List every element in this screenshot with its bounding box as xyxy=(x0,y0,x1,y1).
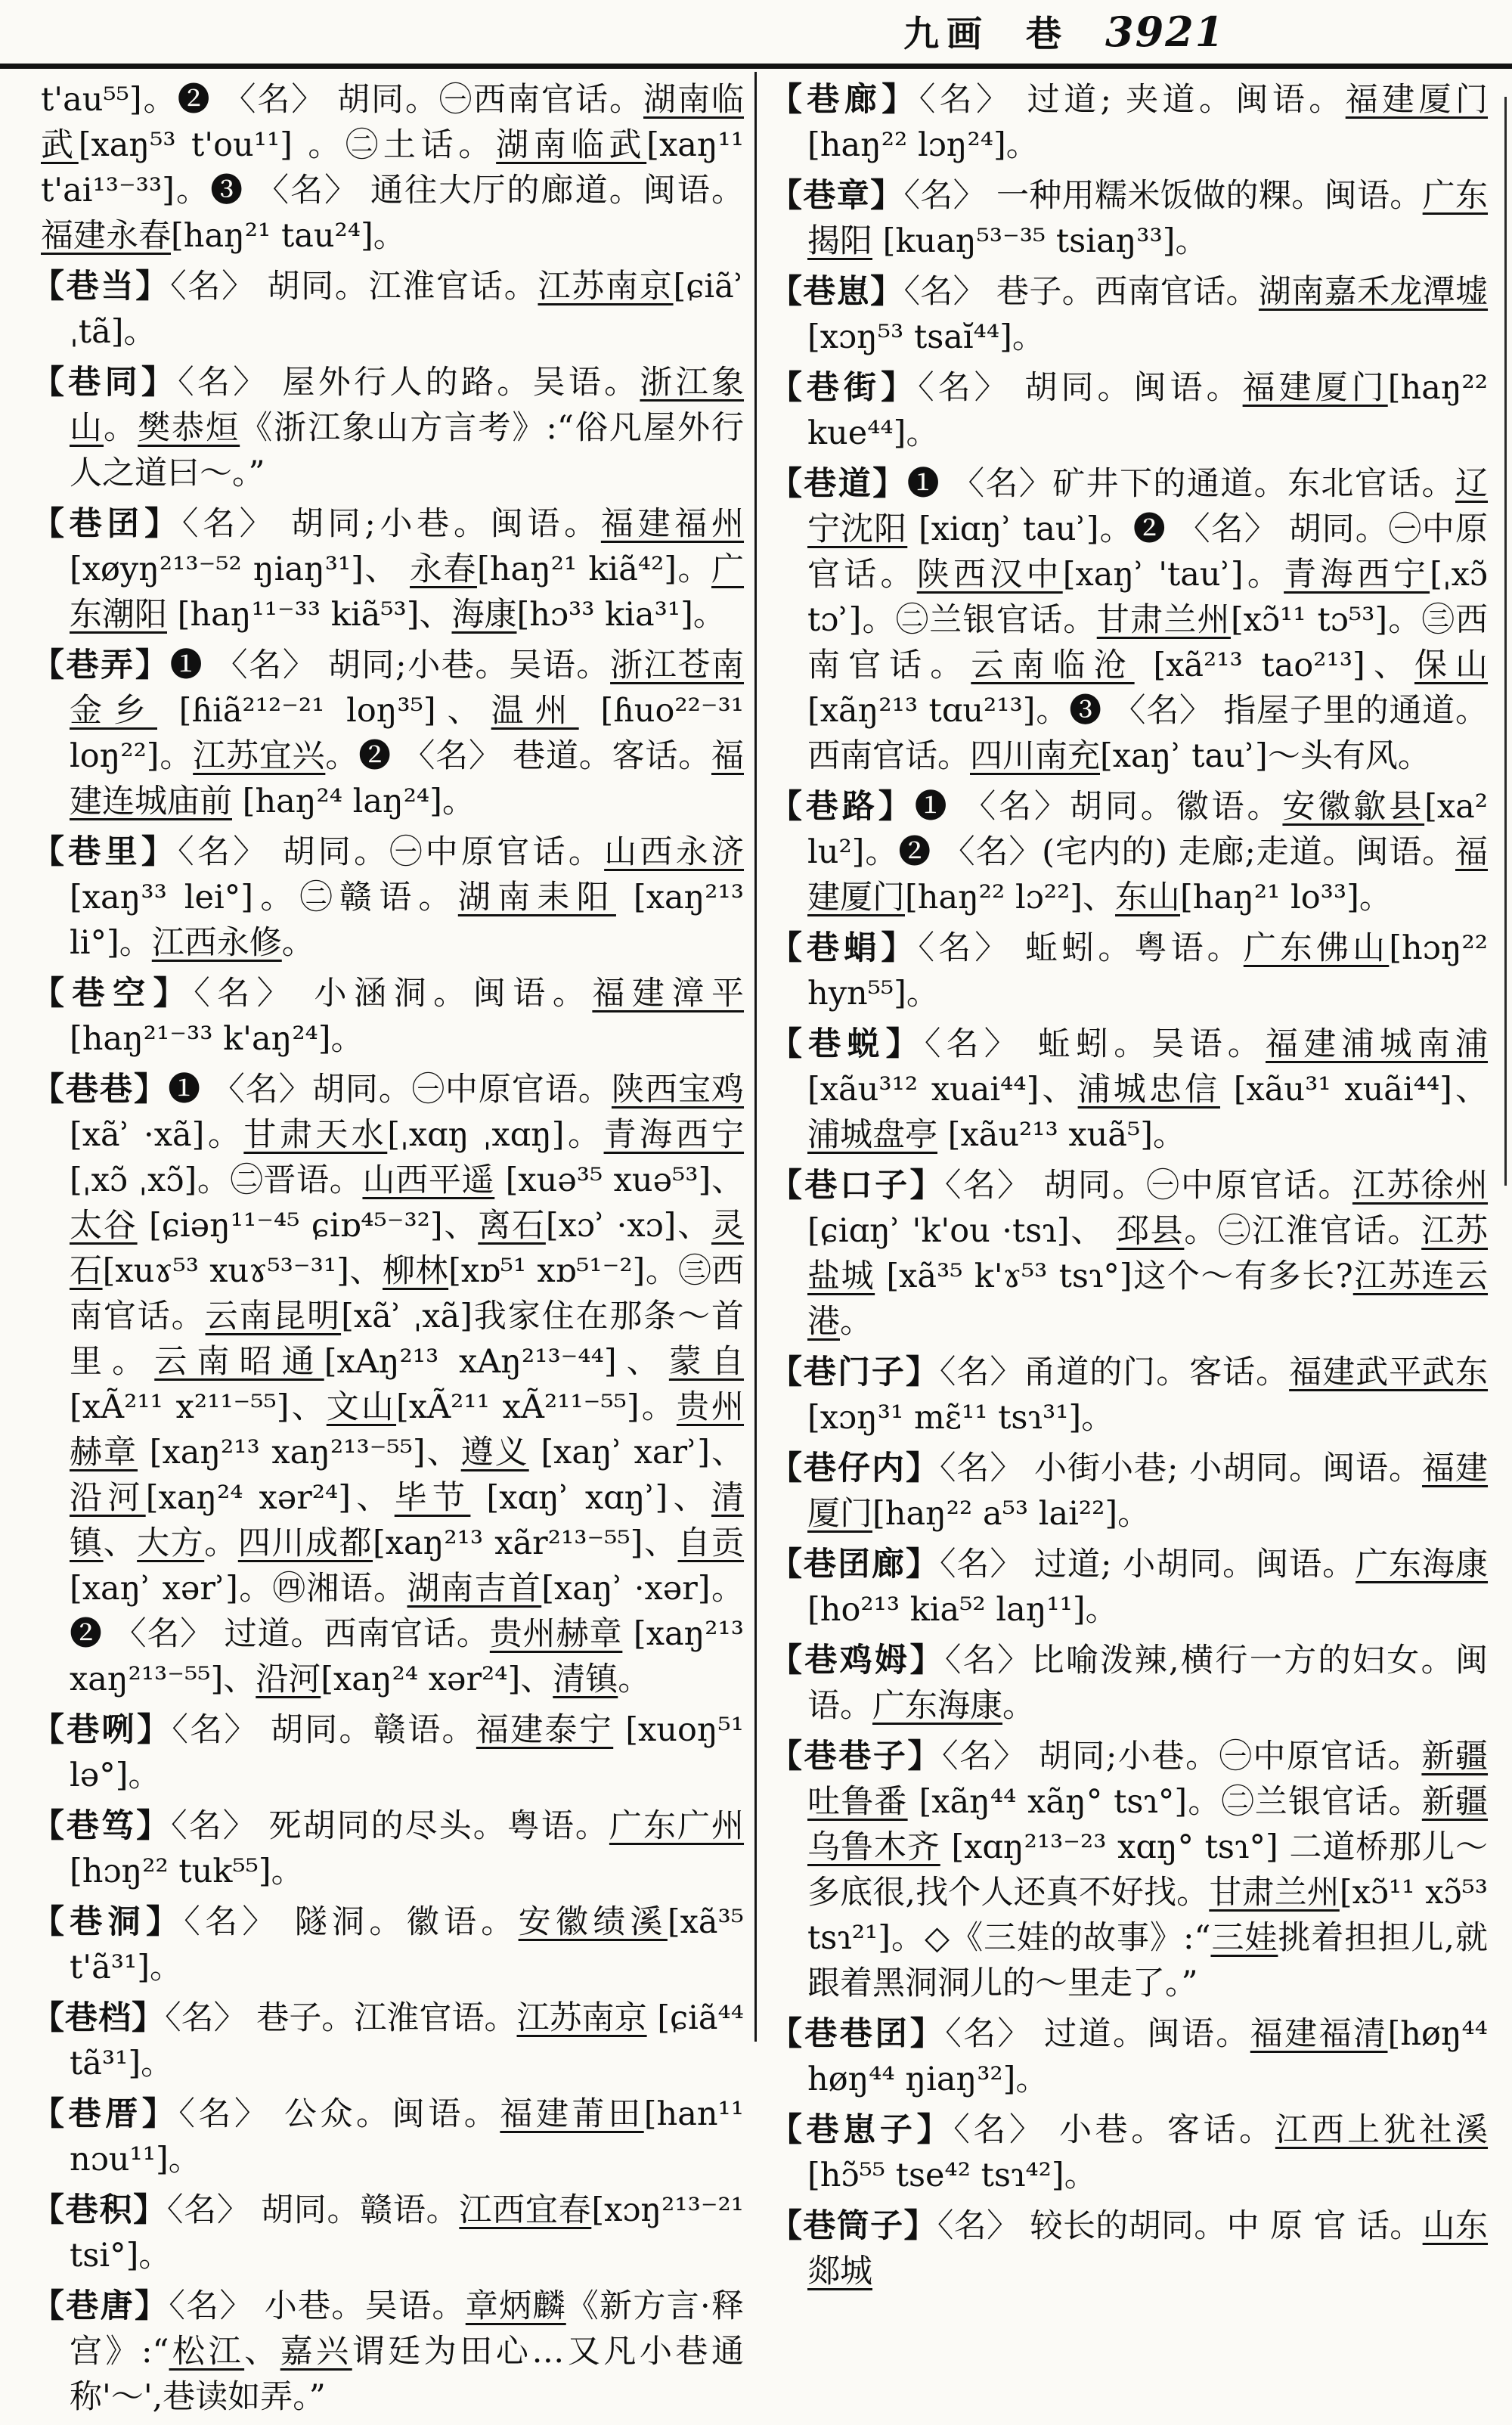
entry-text: 〈名〉 巷子。西南官话。 xyxy=(903,273,1259,311)
entry-text: [xaŋ²¹³ xaŋ²¹³⁻⁵⁵]、 xyxy=(70,1615,744,1698)
proper-name-underlined: 甘肃兰州 xyxy=(1096,601,1231,639)
entry-text: 〈名〉 胡同。㊀中原官话。 xyxy=(944,1167,1352,1205)
entry-headword: 【巷积】 xyxy=(32,2191,167,2229)
entry-headword: 【巷崽】 xyxy=(770,273,904,311)
proper-name-underlined: 安徽绩溪 xyxy=(518,1903,668,1941)
proper-name-underlined: 湖南临武 xyxy=(41,81,744,164)
proper-name-underlined: 毕节 xyxy=(394,1479,471,1517)
entry-text: [xaŋ²¹³ xaŋ²¹³⁻⁵⁵]、 xyxy=(138,1434,461,1471)
entry-text: 〈名〉 过道。闽语。 xyxy=(945,2015,1250,2053)
entry-headword: 【巷蜎】 xyxy=(770,929,919,967)
entry-text: [ɕiəŋ¹¹⁻⁴⁵ ɕiɒ⁴⁵⁻³²]、 xyxy=(137,1207,479,1245)
proper-name-underlined: 新疆吐鲁番 xyxy=(807,1738,1489,1821)
proper-name-underlined: 太谷 xyxy=(70,1207,138,1245)
dict-entry xyxy=(770,1542,1488,1633)
dict-entry xyxy=(32,1996,744,2086)
left-column xyxy=(32,77,744,2425)
entry-headword: 【巷同】 xyxy=(32,364,178,402)
proper-name-underlined: 四川南充 xyxy=(970,737,1100,775)
dict-entry xyxy=(770,1446,1488,1537)
entry-text: 〈名〉 死胡同的尽头。粤语。 xyxy=(171,1807,609,1845)
proper-name-underlined: 山西平遥 xyxy=(362,1161,495,1199)
proper-name-underlined: 浦城忠信 xyxy=(1077,1071,1220,1109)
header-stroke-section: 九画 xyxy=(903,14,990,55)
proper-name-underlined: 东山 xyxy=(1115,879,1181,916)
proper-name-underlined: 江苏宜兴 xyxy=(193,737,326,775)
proper-name-underlined: 海康 xyxy=(451,596,517,634)
proper-name-underlined: 福建连城庙前 xyxy=(70,737,744,820)
header-page-number: 3921 xyxy=(1105,8,1225,56)
entry-headword: 【巷道】 xyxy=(770,465,907,503)
entry-headword: 【巷巷子】 xyxy=(770,1738,943,1775)
dict-entry xyxy=(770,784,1488,920)
entry-text: 、 xyxy=(244,2333,280,2371)
entry-headword: 【巷当】 xyxy=(32,268,171,305)
entry-text: 挑着担担儿,就跟着黑洞洞儿的～里走了。” xyxy=(807,1919,1489,2002)
dict-entry xyxy=(32,1707,744,1798)
entry-text: 〈名〉 过道; 夹道。闽语。 xyxy=(919,81,1346,119)
column-divider-rule xyxy=(754,72,757,2042)
entry-text: 。 xyxy=(204,1524,238,1562)
dict-entry xyxy=(770,2203,1488,2294)
proper-name-underlined: 离石 xyxy=(478,1207,546,1245)
entry-text: ❶ 〈名〉矿井下的通道。东北官话。 xyxy=(906,465,1456,503)
entry-text: [haŋ²² kue⁴⁴]。 xyxy=(807,369,1489,452)
proper-name-underlined: 邳县 xyxy=(1116,1212,1185,1250)
proper-name-underlined: 江苏南京 xyxy=(538,268,674,305)
dict-entry xyxy=(770,1022,1488,1158)
entry-text: [xaŋ²¹³ li°]。 xyxy=(70,879,744,962)
entry-text: [xAŋ²¹³ xAŋ²¹³⁻⁴⁴]、 xyxy=(324,1343,669,1381)
entry-text: [xãʾ ·xã]。 xyxy=(70,1116,244,1154)
proper-name-underlined: 蒙自 xyxy=(668,1343,744,1381)
dict-entry xyxy=(32,2284,744,2420)
dict-entry xyxy=(32,1067,744,1702)
proper-name-underlined: 贵州赫章 xyxy=(489,1615,623,1653)
right-column xyxy=(770,77,1488,2299)
proper-name-underlined: 福建福清 xyxy=(1250,2015,1388,2053)
page-edge-artifact xyxy=(1504,97,1507,1186)
dict-entry xyxy=(770,173,1488,264)
entry-text: [haŋ²¹ kiã⁴²]。 xyxy=(476,550,712,588)
dict-entry xyxy=(770,2107,1488,2198)
entry-text: [xaŋ²⁴ xər²⁴]、 xyxy=(321,1661,553,1698)
dict-entry xyxy=(770,269,1488,360)
proper-name-underlined: 福建浦城南浦 xyxy=(1266,1025,1489,1063)
proper-name-underlined: 湖南临武 xyxy=(496,126,647,164)
proper-name-underlined: 广东广州 xyxy=(609,1807,745,1845)
entry-headword: 【巷巷】 xyxy=(32,1071,169,1109)
proper-name-underlined: 浦城盘亭 xyxy=(807,1116,937,1154)
entry-text: [haŋ²² lɔ²²]、 xyxy=(905,879,1116,916)
proper-name-underlined: 甘肃天水 xyxy=(243,1116,388,1154)
entry-text: [hɔ̃⁵⁵ tse⁴² tsɿ⁴²]。 xyxy=(807,2157,1097,2194)
proper-name-underlined: 陕西汉中 xyxy=(916,556,1063,594)
proper-name-underlined: 江西永修 xyxy=(151,924,282,962)
entry-text: ❶ 〈名〉胡同。徽语。 xyxy=(914,788,1283,826)
proper-name-underlined: 保山 xyxy=(1414,647,1489,684)
entry-text: [xaŋʾ xarʾ]、 xyxy=(528,1434,745,1471)
entry-text: 〈名〉 隧洞。徽语。 xyxy=(184,1903,519,1941)
proper-name-underlined: 江苏连云港 xyxy=(807,1257,1489,1341)
entry-text: [xãu³¹ xuãi⁴⁴]、 xyxy=(1219,1071,1489,1109)
entry-text: [hɔ³³ kia³¹]。 xyxy=(516,596,726,634)
proper-name-underlined: 新疆乌鲁木齐 xyxy=(807,1783,1489,1866)
entry-headword: 【巷崽子】 xyxy=(770,2111,954,2149)
proper-name-underlined: 云南临沧 xyxy=(971,647,1135,684)
proper-name-underlined: 清镇 xyxy=(70,1479,745,1562)
entry-headword: 【巷街】 xyxy=(770,369,919,407)
entry-text: [haŋ²⁴ laŋ²⁴]。 xyxy=(232,783,475,820)
header-radical-char: 巷 xyxy=(1026,14,1069,55)
entry-text: [ɦiã²¹²⁻²¹ loŋ³⁵]、 xyxy=(157,692,491,730)
entry-text: 〈名〉 屋外行人的路。吴语。 xyxy=(178,364,640,402)
entry-headword: 【巷鸡姆】 xyxy=(770,1642,945,1679)
entry-headword: 【巷厝】 xyxy=(32,2095,179,2133)
entry-text: 谓廷为田心…又凡小巷通称'～',巷读如弄。” xyxy=(70,2333,745,2416)
entry-text: 〈名〉 过道; 小胡同。闽语。 xyxy=(939,1546,1356,1583)
proper-name-underlined: 浙江象山 xyxy=(70,364,745,447)
page-header xyxy=(903,6,1225,57)
proper-name-underlined: 湖南耒阳 xyxy=(457,879,616,916)
entry-headword: 【巷筒子】 xyxy=(770,2207,937,2245)
proper-name-underlined: 浙江苍南金乡 xyxy=(70,647,745,730)
proper-name-underlined: 清镇 xyxy=(553,1661,618,1698)
entry-text: [xãŋ²¹³ tɑu²¹³]。❸ 〈名〉 指屋子里的通道。西南官话。 xyxy=(807,692,1488,775)
entry-text: [xãʾ ˌxã]我家住在那条～首里。 xyxy=(70,1298,745,1381)
proper-name-underlined: 云南昆明 xyxy=(205,1298,342,1335)
entry-text: [ˌxɔ̃ tɔʾ]。㊁兰银官话。 xyxy=(807,556,1489,639)
entry-text: 。 xyxy=(618,1661,651,1698)
entry-text: [xɔʾ ·xɔ]、 xyxy=(545,1207,712,1245)
proper-name-underlined: 福建武平武东 xyxy=(1289,1354,1489,1391)
proper-name-underlined: 山西永济 xyxy=(604,833,745,871)
entry-text: [haŋ²¹ lo³³]。 xyxy=(1180,879,1392,916)
proper-name-underlined: 广东潮阳 xyxy=(70,550,745,634)
entry-text: [xãu²¹³ xuã⁵]。 xyxy=(937,1116,1186,1154)
proper-name-underlined: 广东海康 xyxy=(1356,1546,1489,1583)
entry-text: 。❷ 〈名〉 巷道。客话。 xyxy=(325,737,711,775)
entry-text: [hɔŋ²² hyn⁵⁵]。 xyxy=(807,929,1489,1012)
entry-text: [xɔŋ⁵³ tsaĭ⁴⁴]。 xyxy=(807,318,1045,356)
entry-headword: 【巷弄】 xyxy=(32,647,170,684)
entry-text: 〈名〉 蚯蚓。粤语。 xyxy=(918,929,1244,967)
dict-entry xyxy=(32,2188,744,2278)
dict-entry xyxy=(32,1803,744,1894)
entry-text: [ˌxɔ̃ ˌxɔ̃]。㊁晋语。 xyxy=(70,1161,363,1199)
entry-headword: 【巷囝】 xyxy=(32,505,182,543)
dict-entry xyxy=(32,2092,744,2182)
entry-text: [haŋ²² a⁵³ lai²²]。 xyxy=(872,1495,1151,1533)
proper-name-underlined: 江苏南京 xyxy=(516,1999,647,2037)
entry-text: [høŋ⁴⁴ høŋ⁴⁴ ŋiaŋ³²]。 xyxy=(807,2015,1489,2098)
entry-text: 〈名〉 蚯蚓。吴语。 xyxy=(924,1025,1266,1063)
entry-text: 。㊁江淮官话。 xyxy=(1184,1212,1422,1250)
entry-text: [haŋ²² lɔŋ²⁴]。 xyxy=(807,126,1039,164)
entry-text: [xɑŋʾ xɑŋʾ]、 xyxy=(470,1479,712,1517)
entry-text: 〈名〉 巷子。江淮官语。 xyxy=(165,1999,517,2037)
dict-entry xyxy=(770,2011,1488,2102)
proper-name-underlined: 福建厦门 xyxy=(807,1450,1489,1533)
entry-text: 〈名〉 胡同。赣语。 xyxy=(166,2191,460,2229)
entry-text: [ho²¹³ kia⁵² laŋ¹¹]。 xyxy=(807,1591,1118,1629)
dict-entry xyxy=(770,926,1488,1016)
proper-name-underlined: 嘉兴 xyxy=(280,2333,352,2371)
entry-text: [xiɑŋʾ tauʾ]。❷ 〈名〉 胡同。㊀中原官话。 xyxy=(807,510,1488,594)
entry-text: 。 xyxy=(104,409,138,447)
entry-text: 〈名〉 较长的胡同。中 原 官 话。 xyxy=(937,2207,1423,2245)
proper-name-underlined: 章炳麟 xyxy=(465,2287,566,2325)
entry-text: [xaŋʾ ·xər]。❷ 〈名〉 过道。西南官话。 xyxy=(70,1570,745,1653)
dict-entry xyxy=(770,461,1488,779)
proper-name-underlined: 松江 xyxy=(169,2333,245,2371)
entry-text: [xuɤ⁵³ xuɤ⁵³⁻³¹]、 xyxy=(102,1252,383,1290)
entry-text: [kuaŋ⁵³⁻³⁵ tsiaŋ³³]。 xyxy=(872,222,1208,260)
proper-name-underlined: 福建漳平 xyxy=(592,975,745,1012)
dict-entry xyxy=(32,971,744,1062)
dict-entry xyxy=(770,1638,1488,1729)
proper-name-underlined: 文山 xyxy=(326,1388,397,1426)
dict-entry xyxy=(32,501,744,637)
entry-text: [xaŋ³³ lei°]。㊁赣语。 xyxy=(70,879,458,916)
dict-entry xyxy=(32,643,744,824)
dict-entry xyxy=(32,1899,744,1990)
entry-text: 〈名〉 胡同。赣语。 xyxy=(172,1711,476,1749)
entry-headword: 【巷章】 xyxy=(770,177,904,215)
entry-headword: 【巷笃】 xyxy=(32,1807,172,1845)
proper-name-underlined: 大方 xyxy=(137,1524,205,1562)
entry-text: 。 xyxy=(840,1303,872,1341)
entry-text: [xaŋʾ 'tauʾ]。 xyxy=(1062,556,1284,594)
entry-headword: 【巷空】 xyxy=(32,975,194,1012)
entry-text: [xãŋ⁴⁴ xãŋ° tsɿ°]。㊁兰银官话。 xyxy=(907,1783,1422,1821)
dict-entry xyxy=(770,77,1488,168)
entry-text: 。 xyxy=(281,924,314,962)
proper-name-underlined: 四川成都 xyxy=(237,1524,373,1562)
entry-text: [xã³⁵ k'ɤ⁵³ tsɿ°]这个～有多长? xyxy=(875,1257,1353,1295)
proper-name-underlined: 山东郯城 xyxy=(807,2207,1489,2290)
entry-text: 、 xyxy=(103,1524,138,1562)
entry-text: [xaŋ¹¹ t'ai¹³⁻³³]。❸ 〈名〉 通往大厅的廊道。闽语。 xyxy=(41,126,745,209)
entry-text: 〈名〉 一种用糯米饭做的粿。闽语。 xyxy=(903,177,1423,215)
entry-text: 〈名〉 小巷。吴语。 xyxy=(169,2287,466,2325)
entry-text: 〈名〉 胡同。闽语。 xyxy=(918,369,1243,407)
entry-headword: 【巷咧】 xyxy=(32,1711,172,1749)
proper-name-underlined: 福建厦门 xyxy=(1242,369,1388,407)
entry-text: 〈名〉 小涵洞。闽语。 xyxy=(194,975,593,1012)
entry-text: 《浙江象山方言考》:“俗凡屋外行人之道曰～。” xyxy=(70,409,745,492)
entry-text: ❶ 〈名〉胡同。㊀中原官语。 xyxy=(168,1071,612,1109)
entry-text: [xã³⁵ t'ã³¹]。 xyxy=(70,1903,744,1986)
entry-headword: 【巷路】 xyxy=(770,788,915,826)
header-rule xyxy=(0,64,1512,69)
proper-name-underlined: 江西上犹社溪 xyxy=(1275,2111,1489,2149)
proper-name-underlined: 福建莆田 xyxy=(500,2095,644,2133)
proper-name-underlined: 三娃 xyxy=(1210,1919,1278,1957)
entry-headword: 【巷门子】 xyxy=(770,1354,940,1391)
entry-headword: 【巷唐】 xyxy=(32,2287,169,2325)
entry-text: [ɦuo²²⁻³¹ loŋ²²]。 xyxy=(70,692,745,775)
proper-name-underlined: 青海西宁 xyxy=(603,1116,745,1154)
dict-entry xyxy=(770,365,1488,456)
proper-name-underlined: 沿河 xyxy=(256,1661,321,1698)
entry-text: 〈名〉 胡同。㊀中原官话。 xyxy=(178,833,605,871)
entry-headword: 【巷口子】 xyxy=(770,1167,945,1205)
proper-name-underlined: 永春 xyxy=(410,550,477,588)
entry-text: 〈名〉 胡同;小巷。闽语。 xyxy=(181,505,601,543)
proper-name-underlined: 辽宁沈阳 xyxy=(807,465,1489,548)
entry-text: [xɒ⁵¹ xɒ⁵¹⁻²]。㊂西南官话。 xyxy=(70,1252,745,1335)
proper-name-underlined: 自贡 xyxy=(677,1524,745,1562)
entry-text: 《新方言·释宫》:“ xyxy=(70,2287,745,2371)
entry-text: ❶ 〈名〉 胡同;小巷。吴语。 xyxy=(169,647,611,684)
entry-headword: 【巷蜕】 xyxy=(770,1025,925,1063)
entry-text: 。 xyxy=(1002,1687,1035,1725)
proper-name-underlined: 湖南吉首 xyxy=(407,1570,542,1608)
entry-text: [xãu³¹² xuai⁴⁴]、 xyxy=(807,1071,1078,1109)
entry-text: [haŋ²¹ tau²⁴]。 xyxy=(171,217,406,255)
proper-name-underlined: 福建福州 xyxy=(600,505,745,543)
entry-text: [xÃ²¹¹ x²¹¹⁻⁵⁵]、 xyxy=(70,1388,327,1426)
dict-entry xyxy=(770,1734,1488,2006)
proper-name-underlined: 江苏盐城 xyxy=(807,1212,1488,1295)
proper-name-underlined: 樊恭烜 xyxy=(138,409,240,447)
proper-name-underlined: 沿河 xyxy=(70,1479,146,1517)
entry-text: [ˌxɑŋ ˌxɑŋ]。 xyxy=(387,1116,604,1154)
proper-name-underlined: 福建泰宁 xyxy=(476,1711,614,1749)
proper-name-underlined: 江苏徐州 xyxy=(1352,1167,1489,1205)
proper-name-underlined: 安徽歙县 xyxy=(1282,788,1425,826)
entry-text: [xaŋ²¹³ xãr²¹³⁻⁵⁵]、 xyxy=(373,1524,678,1562)
entry-headword: 【巷仔内】 xyxy=(770,1450,940,1487)
entry-headword: 【巷里】 xyxy=(32,833,178,871)
entry-text: 〈名〉 胡同。江淮官话。 xyxy=(170,268,538,305)
entry-text: [han¹¹ nɔu¹¹]。 xyxy=(70,2095,744,2178)
entry-headword: 【巷巷囝】 xyxy=(770,2015,946,2053)
entry-text: 〈名〉比喻泼辣,横行一方的妇女。闽语。 xyxy=(807,1642,1489,1725)
entry-text: [haŋ²¹⁻³³ k'aŋ²⁴]。 xyxy=(70,1020,364,1058)
entry-text: [xɔŋ³¹ mɛ̃¹¹ tsɿ³¹]。 xyxy=(807,1399,1114,1437)
proper-name-underlined: 青海西宁 xyxy=(1284,556,1430,594)
dict-entry xyxy=(770,1350,1488,1440)
entry-text: [xaŋʾ xərʾ]。㊃湘语。 xyxy=(70,1570,407,1608)
entry-text: [xuoŋ⁵¹ lə°]。 xyxy=(70,1711,745,1794)
entry-text: 〈名〉甬道的门。客话。 xyxy=(939,1354,1290,1391)
proper-name-underlined: 灵石 xyxy=(70,1207,745,1290)
entry-text: [xɔŋ²¹³⁻²¹ tsi°]。 xyxy=(70,2191,745,2275)
entry-text: [xɔ̃¹¹ tɔ⁵³]。㊂西南官话。 xyxy=(807,601,1488,684)
entry-headword: 【巷囝廊】 xyxy=(770,1546,940,1583)
proper-name-underlined: 甘肃兰州 xyxy=(1209,1874,1340,1912)
entry-text: 〈名〉 小巷。客话。 xyxy=(953,2111,1275,2149)
entry-text: [hɔŋ²² tuk⁵⁵]。 xyxy=(70,1853,304,1890)
entry-text: [xÃ²¹¹ xÃ²¹¹⁻⁵⁵]。 xyxy=(396,1388,677,1426)
proper-name-underlined: 江西宜春 xyxy=(459,2191,592,2229)
dict-entry xyxy=(32,264,744,355)
proper-name-underlined: 福建厦门 xyxy=(807,833,1488,916)
dict-entry xyxy=(32,830,744,966)
continued-entry xyxy=(32,77,744,259)
proper-name-underlined: 陕西宝鸡 xyxy=(611,1071,744,1109)
entry-text: 〈名〉 小街小巷; 小胡同。闽语。 xyxy=(939,1450,1423,1487)
entry-text: [haŋ¹¹⁻³³ kiã⁵³]、 xyxy=(167,596,452,634)
proper-name-underlined: 广东佛山 xyxy=(1243,929,1390,967)
proper-name-underlined: 温州 xyxy=(491,692,579,730)
proper-name-underlined: 柳林 xyxy=(382,1252,449,1290)
entry-text: [xa² lu²]。❷ 〈名〉(宅内的) 走廊;走道。闽语。 xyxy=(807,788,1489,871)
entry-text: [xaŋ⁵³ t'ou¹¹] 。㊁土话。 xyxy=(78,126,497,164)
dict-entry xyxy=(770,1163,1488,1344)
entry-text: [xɑŋ²¹³⁻²³ xɑŋ° tsɿ°] 二道桥那儿～多底很,找个人还真不好找。 xyxy=(807,1828,1488,1912)
entry-text: [ɕiã⁴⁴ tã³¹]。 xyxy=(70,1999,745,2082)
proper-name-underlined: 湖南嘉禾龙潭墟 xyxy=(1258,273,1489,311)
proper-name-underlined: 福建永春 xyxy=(41,217,171,255)
entry-text: [ɕiãʾ ˌtã]。 xyxy=(70,268,745,351)
proper-name-underlined: 福建厦门 xyxy=(1345,81,1489,119)
entry-text: [ɕiɑŋʾ 'k'ou ·tsɿ]、 xyxy=(807,1212,1117,1250)
entry-text: 〈名〉 胡同;小巷。㊀中原官话。 xyxy=(942,1738,1422,1775)
entry-text: [xaŋ²⁴ xər²⁴]、 xyxy=(145,1479,395,1517)
proper-name-underlined: 广东海康 xyxy=(872,1687,1002,1725)
entry-headword: 【巷档】 xyxy=(32,1999,166,2037)
entry-text: 〈名〉 公众。闽语。 xyxy=(178,2095,500,2133)
entry-text: [xuə³⁵ xuə⁵³]、 xyxy=(494,1161,744,1199)
entry-text: [xaŋʾ tauʾ]～头有风。 xyxy=(1100,737,1430,775)
proper-name-underlined: 贵州赫章 xyxy=(70,1388,745,1471)
dict-entry xyxy=(32,360,744,496)
entry-headword: 【巷洞】 xyxy=(32,1903,184,1941)
entry-text: [xã²¹³ tao²¹³]、 xyxy=(1134,647,1414,684)
proper-name-underlined: 遵义 xyxy=(460,1434,529,1471)
entry-text: [xøyŋ²¹³⁻⁵² ŋiaŋ³¹]、 xyxy=(70,550,411,588)
entry-headword: 【巷廊】 xyxy=(770,81,919,119)
entry-text: [xɔ̃¹¹ xɔ̃⁵³ tsɿ²¹]。◇《三娃的故事》:“ xyxy=(807,1874,1489,1957)
entry-text: t'au⁵⁵]。❷ 〈名〉 胡同。㊀西南官话。 xyxy=(41,81,643,119)
proper-name-underlined: 云南昭通 xyxy=(154,1343,324,1381)
proper-name-underlined: 广东揭阳 xyxy=(807,177,1489,260)
